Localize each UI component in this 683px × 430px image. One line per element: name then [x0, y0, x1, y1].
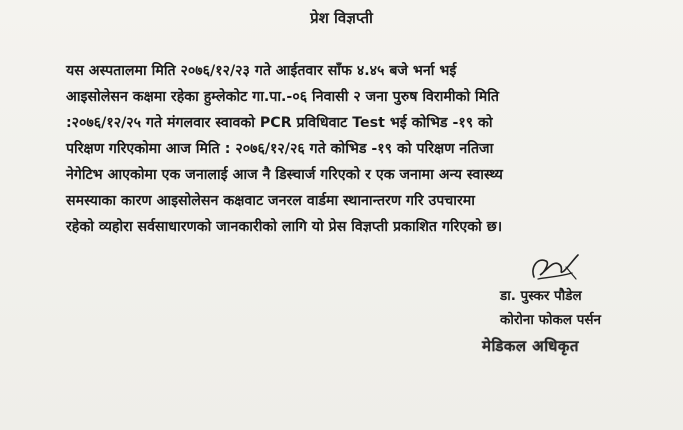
press-release-body: [66, 58, 676, 240]
body-line: रहेको व्यहोरा सर्वसाधारणको जानकारीको लागि यो प्रेस विज्ञप्ती प्रकाशित गरिएको छ।: [66, 219, 503, 235]
signer-role: कोरोना फोकल पर्सन: [500, 312, 601, 328]
body-line: :२०७६/१२/२५ गते मंगलवार स्वावको PCR प्रविधिवाट Test भई कोभिड -१९ को: [66, 115, 493, 131]
body-line: यस अस्पतालमा मिति २०७६/१२/२३ गते आईतवार साँफ ४.४५ बजे भर्ना भई: [66, 63, 457, 79]
body-line: समस्याका कारण आइसोलेसन कक्षवाट जनरल वार्डमा स्थानान्तरण गरि उपचारमा: [66, 193, 475, 209]
document-title: प्रेश विज्ञप्ती: [310, 9, 373, 27]
body-line: नेगेटिभ आएकोमा एक जनालाई आज नै डिस्चार्ज गरिएको र एक जनामा अन्य स्वास्थ्य: [66, 167, 503, 183]
signer-block: [500, 284, 601, 332]
signer-name: डा. पुस्कर पौडेल: [500, 288, 582, 304]
designation-stamp: मेडिकल अधिकृत: [482, 337, 579, 355]
body-line: आइसोलेसन कक्षमा रहेका हुम्लेकोट गा.पा.-०६ निवासी २ जना पुरुष विरामीको मिति: [66, 89, 499, 105]
body-line: परिक्षण गरिएकोमा आज मिति : २०७६/१२/२६ गते कोभिड -१९ को परिक्षण नतिजा: [66, 141, 494, 157]
